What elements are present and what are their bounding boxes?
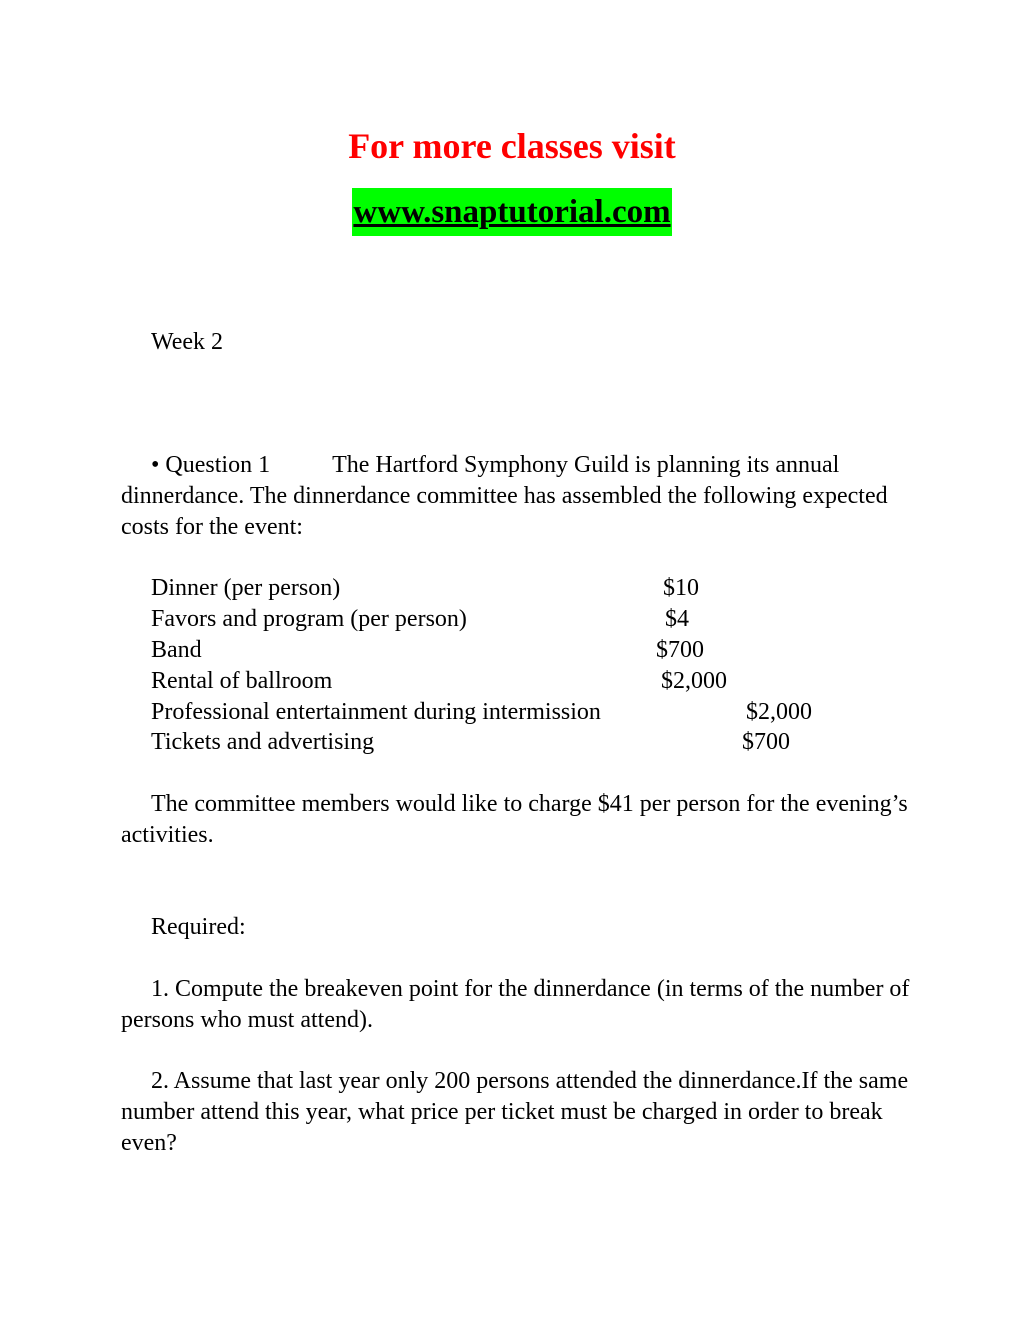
cost-item-dinner: Dinner (per person) <box>151 575 341 601</box>
cost-amount-favors: $4 <box>665 606 689 632</box>
cost-amount-tickets: $700 <box>742 729 790 755</box>
cost-item-tickets: Tickets and advertising <box>151 729 375 755</box>
required-heading: Required: <box>151 914 246 940</box>
cost-amount-band: $700 <box>656 637 704 663</box>
promo-title: For more classes visit <box>348 126 676 166</box>
question-label: • Question 1 <box>151 452 271 478</box>
cost-item-entertainment: Professional entertainment during intermission <box>151 699 601 725</box>
week-heading: Week 2 <box>151 329 224 355</box>
cost-item-band: Band <box>151 637 202 663</box>
requirement-2: 2. Assume that last year only 200 persons attended the dinnerdance.If the same number attend this year, what price per ticket must be charged in order to break even? <box>121 1068 909 1156</box>
cost-item-ballroom: Rental of ballroom <box>151 668 333 694</box>
cost-item-favors: Favors and program (per person) <box>151 606 467 632</box>
charge-note: The committee members would like to charge $41 per person for the evening’s activities. <box>121 791 908 848</box>
cost-amount-ballroom: $2,000 <box>661 668 727 694</box>
question-text: The Hartford Symphony Guild is planning its annual dinnerdance. The dinnerdance committee has assembled the following expected costs for the event: <box>121 452 888 540</box>
question-intro <box>121 450 911 543</box>
promo-link-container <box>0 188 1024 236</box>
cost-amount-entertainment: $2,000 <box>746 699 812 725</box>
requirement-1: 1. Compute the breakeven point for the dinnerdance (in terms of the number of persons who must attend). <box>121 976 910 1033</box>
promo-link[interactable]: www.snaptutorial.com <box>352 188 671 236</box>
cost-amount-dinner: $10 <box>663 575 699 601</box>
